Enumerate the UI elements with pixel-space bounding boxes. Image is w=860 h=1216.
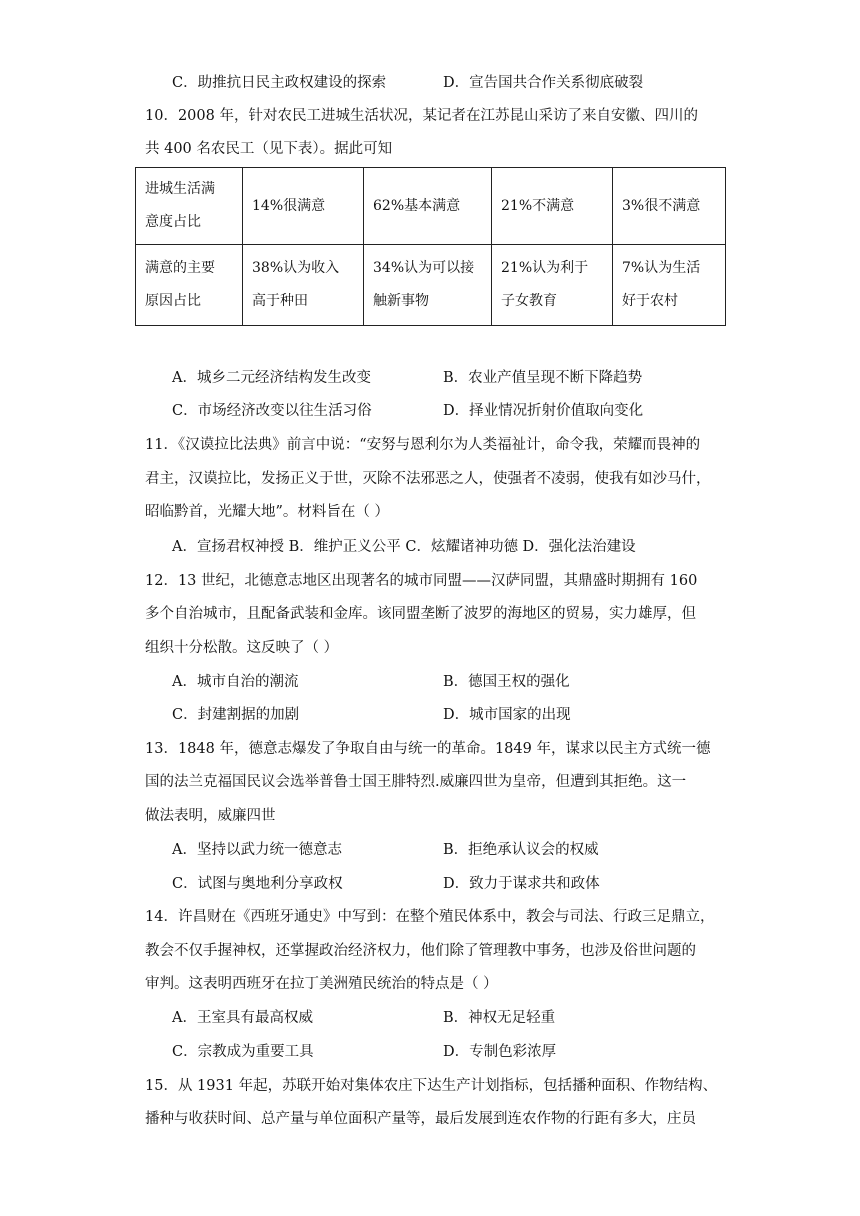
table-cell: 38%认为收入 高于种田 — [243, 245, 364, 326]
q12-option-b: B．德国王权的强化 — [443, 674, 570, 690]
row-header-satisfaction: 进城生活满 意度占比 — [136, 168, 243, 245]
q14-option-c: C．宗教成为重要工具 — [172, 1044, 314, 1060]
table-cell: 21%认为利于 子女教育 — [492, 245, 613, 326]
table-cell: 21%不满意 — [492, 168, 613, 245]
q11-stem-line-1: 11．《汉谟拉比法典》前言中说：“安努与恩利尔为人类福祉计，命令我，荣耀而畏神的 — [145, 437, 701, 453]
q13-option-b: B．拒绝承认议会的权威 — [443, 842, 599, 858]
q10-stem-line-1: 10．2008 年，针对农民工进城生活状况，某记者在江苏昆山采访了来自安徽、四川的 — [145, 108, 698, 124]
q14-stem-line-1: 14．许昌财在《西班牙通史》中写到：在整个殖民体系中，教会与司法、行政三足鼎立， — [145, 909, 715, 925]
survey-table — [135, 167, 726, 326]
q12-option-c: C．封建割据的加剧 — [172, 707, 300, 723]
q13-stem-line-1: 13．1848 年，德意志爆发了争取自由与统一的革命。1849 年，谋求以民主方式统一德 — [145, 741, 711, 757]
q13-option-d: D．致力于谋求共和政体 — [443, 876, 600, 892]
q10-option-d: D．择业情况折射价值取向变化 — [443, 403, 644, 419]
table-cell: 62%基本满意 — [364, 168, 492, 245]
q14-option-b: B．神权无足轻重 — [443, 1010, 556, 1026]
q12-stem-line-2: 多个自治城市，且配备武装和金库。该同盟垄断了波罗的海地区的贸易，实力雄厚，但 — [145, 606, 696, 622]
q14-option-d: D．专制色彩浓厚 — [443, 1044, 557, 1060]
q14-stem-line-3: 审判。这表明西班牙在拉丁美洲殖民统治的特点是（ ） — [145, 976, 498, 992]
table-cell: 7%认为生活 好于农村 — [613, 245, 726, 326]
q13-stem-line-2: 国的法兰克福国民议会选举普鲁士国王腓特烈.威廉四世为皇帝，但遭到其拒绝。这一 — [145, 774, 687, 790]
q12-option-a: A．城市自治的潮流 — [172, 674, 299, 690]
q9-option-c: C．助推抗日民主政权建设的探索 — [172, 75, 387, 91]
q12-stem-line-1: 12．13 世纪，北德意志地区出现著名的城市同盟——汉萨同盟，其鼎盛时期拥有 160 — [145, 573, 698, 589]
q10-option-c: C．市场经济改变以往生活习俗 — [172, 403, 372, 419]
table-cell: 34%认为可以接 触新事物 — [364, 245, 492, 326]
q13-option-c: C．试图与奥地利分享政权 — [172, 876, 343, 892]
q13-option-a: A．坚持以武力统一德意志 — [172, 842, 342, 858]
q15-stem-line-2: 播种与收获时间、总产量与单位面积产量等，最后发展到连农作物的行距有多大，庄员 — [145, 1111, 696, 1127]
table-cell: 3%很不满意 — [613, 168, 726, 245]
q12-option-d: D．城市国家的出现 — [443, 707, 571, 723]
q11-stem-line-3: 昭临黔首，光耀大地”。材料旨在（ ） — [145, 504, 390, 520]
q12-stem-line-3: 组织十分松散。这反映了（ ） — [145, 640, 339, 656]
table-cell: 14%很满意 — [243, 168, 364, 245]
q10-option-b: B．农业产值呈现不断下降趋势 — [443, 370, 643, 386]
q10-option-a: A．城乡二元经济结构发生改变 — [172, 370, 371, 386]
q14-option-a: A．王室具有最高权威 — [172, 1010, 313, 1026]
table-row-satisfaction — [136, 168, 726, 245]
q11-options: A．宣扬君权神授 B．维护正义公平 C．炫耀诸神功德 D．强化法治建设 — [172, 539, 636, 555]
q10-stem-line-2: 共 400 名农民工（见下表）。据此可知 — [145, 141, 393, 157]
q15-stem-line-1: 15．从 1931 年起，苏联开始对集体农庄下达生产计划指标，包括播种面积、作物结构、 — [145, 1078, 718, 1094]
q11-stem-line-2: 君主，汉谟拉比，发扬正义于世，灭除不法邪恶之人，使强者不凌弱，使我有如沙马什， — [145, 471, 711, 487]
row-header-reasons: 满意的主要 原因占比 — [136, 245, 243, 326]
q13-stem-line-3: 做法表明，威廉四世 — [145, 808, 276, 824]
q14-stem-line-2: 教会不仅手握神权，还掌握政治经济权力，他们除了管理教中事务，也涉及俗世问题的 — [145, 943, 696, 959]
q9-option-d: D．宣告国共合作关系彻底破裂 — [443, 75, 644, 91]
table-row-reasons — [136, 245, 726, 326]
